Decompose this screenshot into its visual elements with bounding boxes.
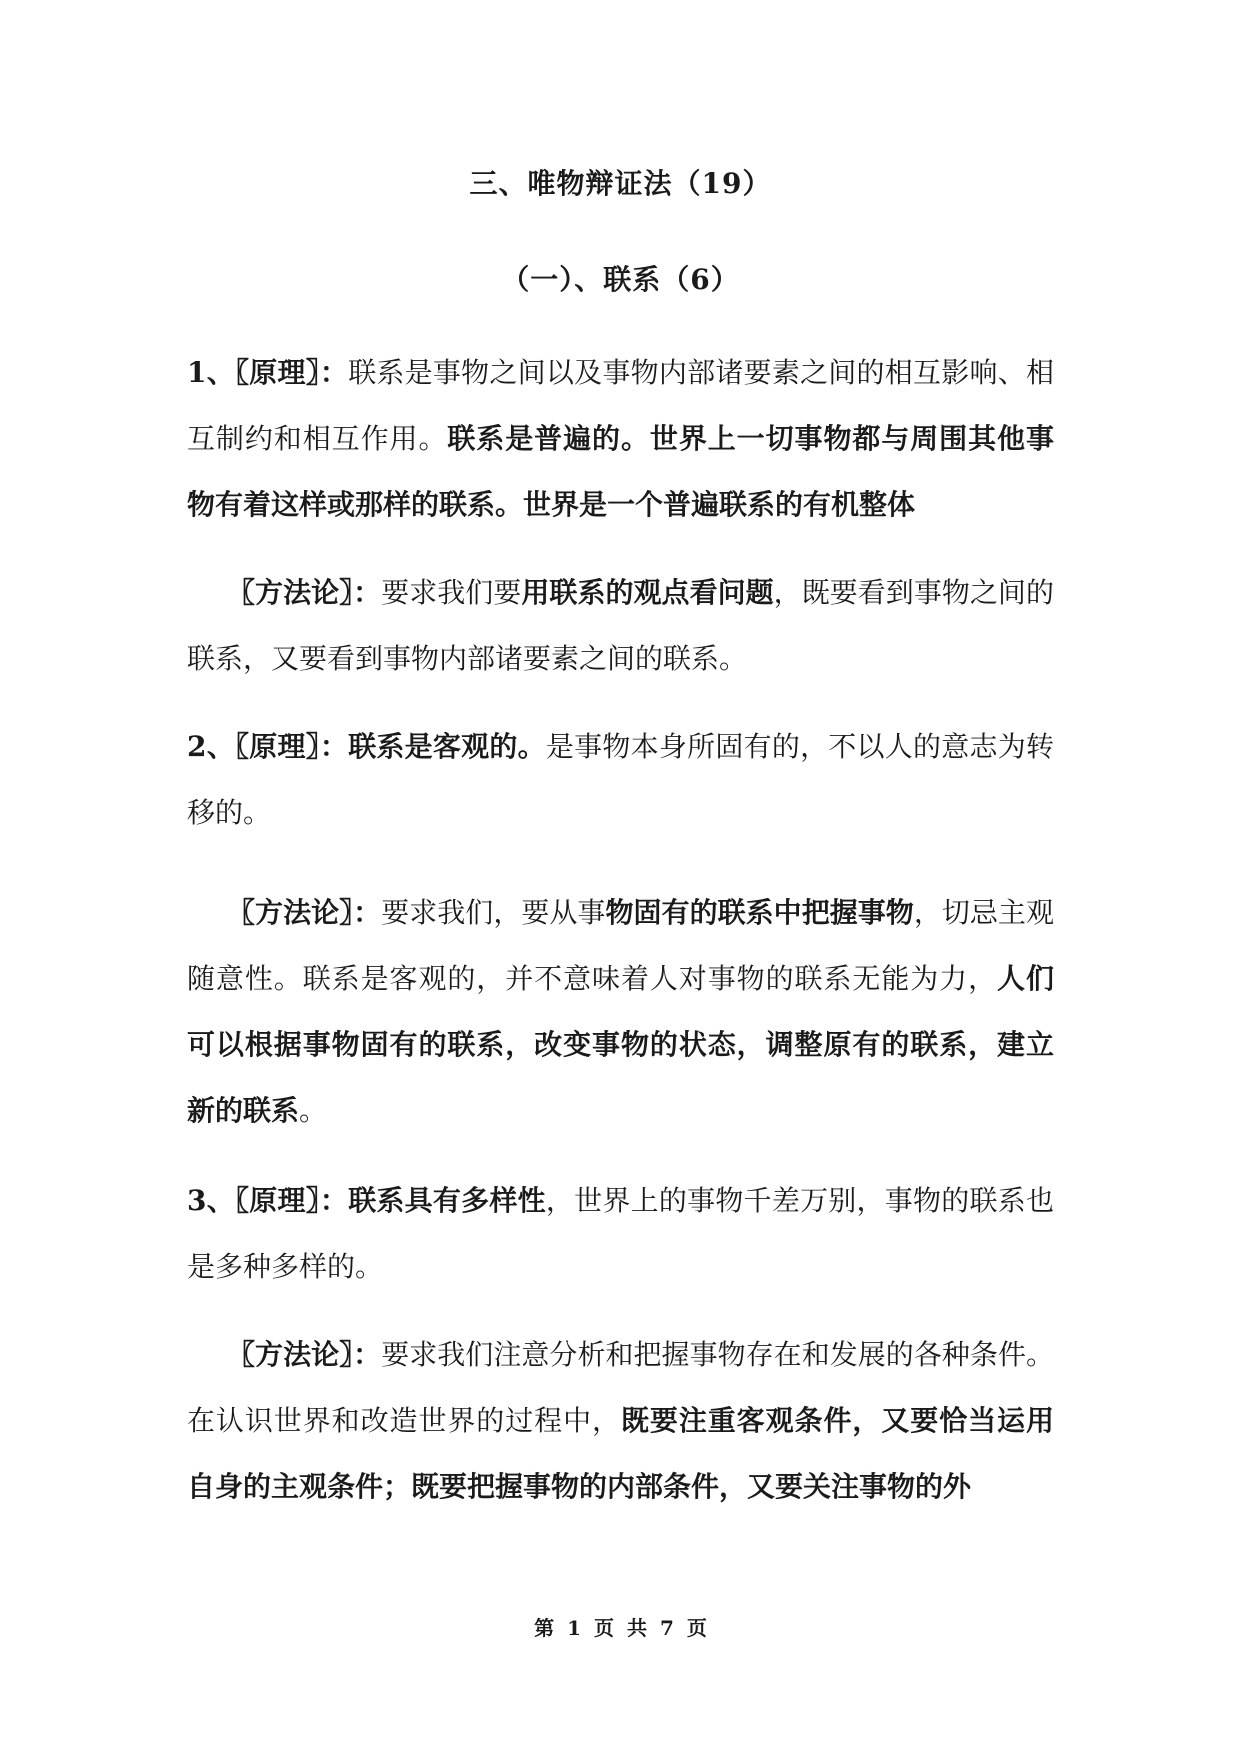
paragraph-principle-1 (187, 340, 1054, 538)
paragraph-text: 是事物本身所固有的，不以人的意志为转移的。 (187, 730, 1054, 829)
paragraph-text: 要求我们注意分析和把握事物存在和发展的各种条件。在认识世界和改造世界的过程中， (187, 1338, 1054, 1437)
paragraph-text: ，世界上的事物千差万别，事物的联系也是多种多样的。 (187, 1184, 1054, 1283)
paragraph-bold-text: 联系是普遍的。世界上一切事物都与周围其他事物有着这样或那样的联系。世界是一个普遍联系的有机整体 (187, 422, 1054, 521)
principle-label: 3、〖原理〗： (187, 1184, 349, 1217)
paragraph-text: 要求我们，要从事 (381, 896, 606, 929)
paragraph-text: ，既要看到事物之间的联系，又要看到事物内部诸要素之间的联系。 (187, 576, 1054, 675)
paragraph-text: 。 (299, 1094, 328, 1127)
page-footer: 第 1 页 共 7 页 (534, 1616, 707, 1640)
paragraph-text: ，切忌主观随意性。联系是客观的，并不意味着人对事物的联系无能为力， (187, 896, 1054, 995)
paragraph-text: 联系是事物之间以及事物内部诸要素之间的相互影响、相互制约和相互作用。 (187, 356, 1054, 455)
method-label: 〖方法论〗： (227, 576, 382, 609)
principle-label: 2、〖原理〗： (187, 730, 349, 763)
paragraph-principle-2 (187, 714, 1054, 846)
paragraph-method-3 (187, 1322, 1054, 1520)
method-label: 〖方法论〗： (227, 896, 382, 929)
paragraph-text: 要求我们要 (381, 576, 522, 609)
paragraph-bold-text: 物固有的联系中把握事物 (605, 896, 914, 929)
method-label: 〖方法论〗： (227, 1338, 382, 1371)
paragraph-method-1 (187, 560, 1054, 692)
principle-label: 1、〖原理〗： (187, 356, 349, 389)
paragraph-principle-3 (187, 1168, 1054, 1300)
paragraph-method-2 (187, 880, 1054, 1144)
paragraph-bold-text: 既要注重客观条件，又要恰当运用自身的主观条件；既要把握事物的内部条件，又要关注事物的外 (187, 1404, 1054, 1503)
paragraph-bold-text: 联系具有多样性 (348, 1184, 546, 1217)
paragraph-bold-text: 用联系的观点看问题 (521, 576, 774, 609)
section-subtitle: （一）、联系（6） (501, 263, 740, 296)
paragraph-bold-text: 人们可以根据事物固有的联系，改变事物的状态，调整原有的联系，建立新的联系 (187, 962, 1054, 1127)
page-title: 三、唯物辩证法（19） (469, 167, 772, 200)
paragraph-bold-text: 联系是客观的。 (348, 730, 546, 763)
